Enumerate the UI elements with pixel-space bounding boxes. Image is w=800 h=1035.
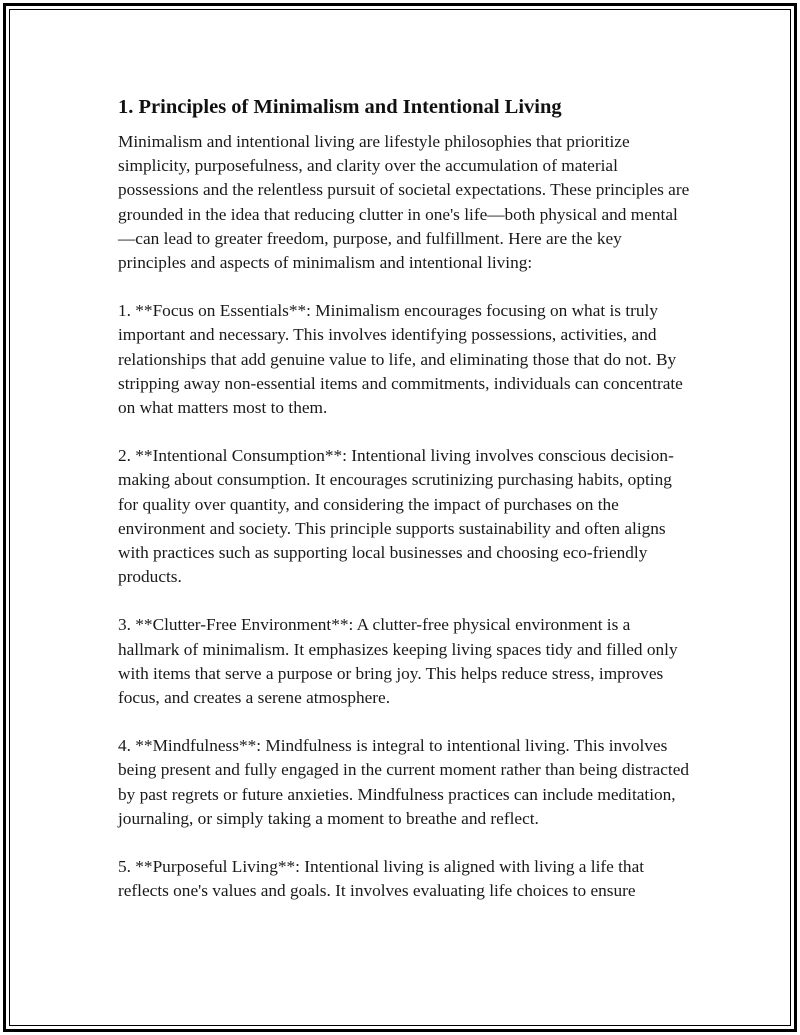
principle-intentional-consumption: 2. **Intentional Consumption**: Intentional living involves conscious decision-making about consumption. It encourages scrutinizing purchasing habits, opting for quality over quantity, and considering the impact of purchases on the environment and society. This principle supports sustainability and often aligns with practices such as supporting local businesses and choosing eco-friendly products. (118, 446, 674, 587)
intro-paragraph: Minimalism and intentional living are lifestyle philosophies that prioritize simplicity, purposefulness, and clarity over the accumulation of material possessions and the relentless pursuit of societal expectations. These principles are grounded in the idea that reducing clutter in one's life—both physical and mental—can lead to greater freedom, purpose, and fulfillment. Here are the key principles and aspects of minimalism and intentional living: (118, 132, 690, 273)
document-body (118, 94, 690, 927)
principle-mindfulness: 4. **Mindfulness**: Mindfulness is integral to intentional living. This involves being present and fully engaged in the current moment rather than being distracted by past regrets or future anxieties. Mindfulness practices can include meditation, journaling, or simply taking a moment to breathe and reflect. (118, 736, 690, 828)
principle-clutter-free-environment: 3. **Clutter-Free Environment**: A clutter-free physical environment is a hallmark of minimalism. It emphasizes keeping living spaces tidy and filled only with items that serve a purpose or bring joy. This helps reduce stress, improves focus, and creates a serene atmosphere. (118, 615, 678, 708)
principle-purposeful-living: 5. **Purposeful Living**: Intentional living is aligned with living a life that reflects one's values and goals. It involves evaluating life choices to ensure (118, 857, 645, 901)
principle-focus-on-essentials: 1. **Focus on Essentials**: Minimalism encourages focusing on what is truly important and necessary. This involves identifying possessions, activities, and relationships that add genuine value to life, and eliminating those that do not. By stripping away non-essential items and commitments, individuals can concentrate on what matters most to them. (118, 301, 683, 418)
section-heading: 1. Principles of Minimalism and Intentional Living (118, 96, 562, 118)
